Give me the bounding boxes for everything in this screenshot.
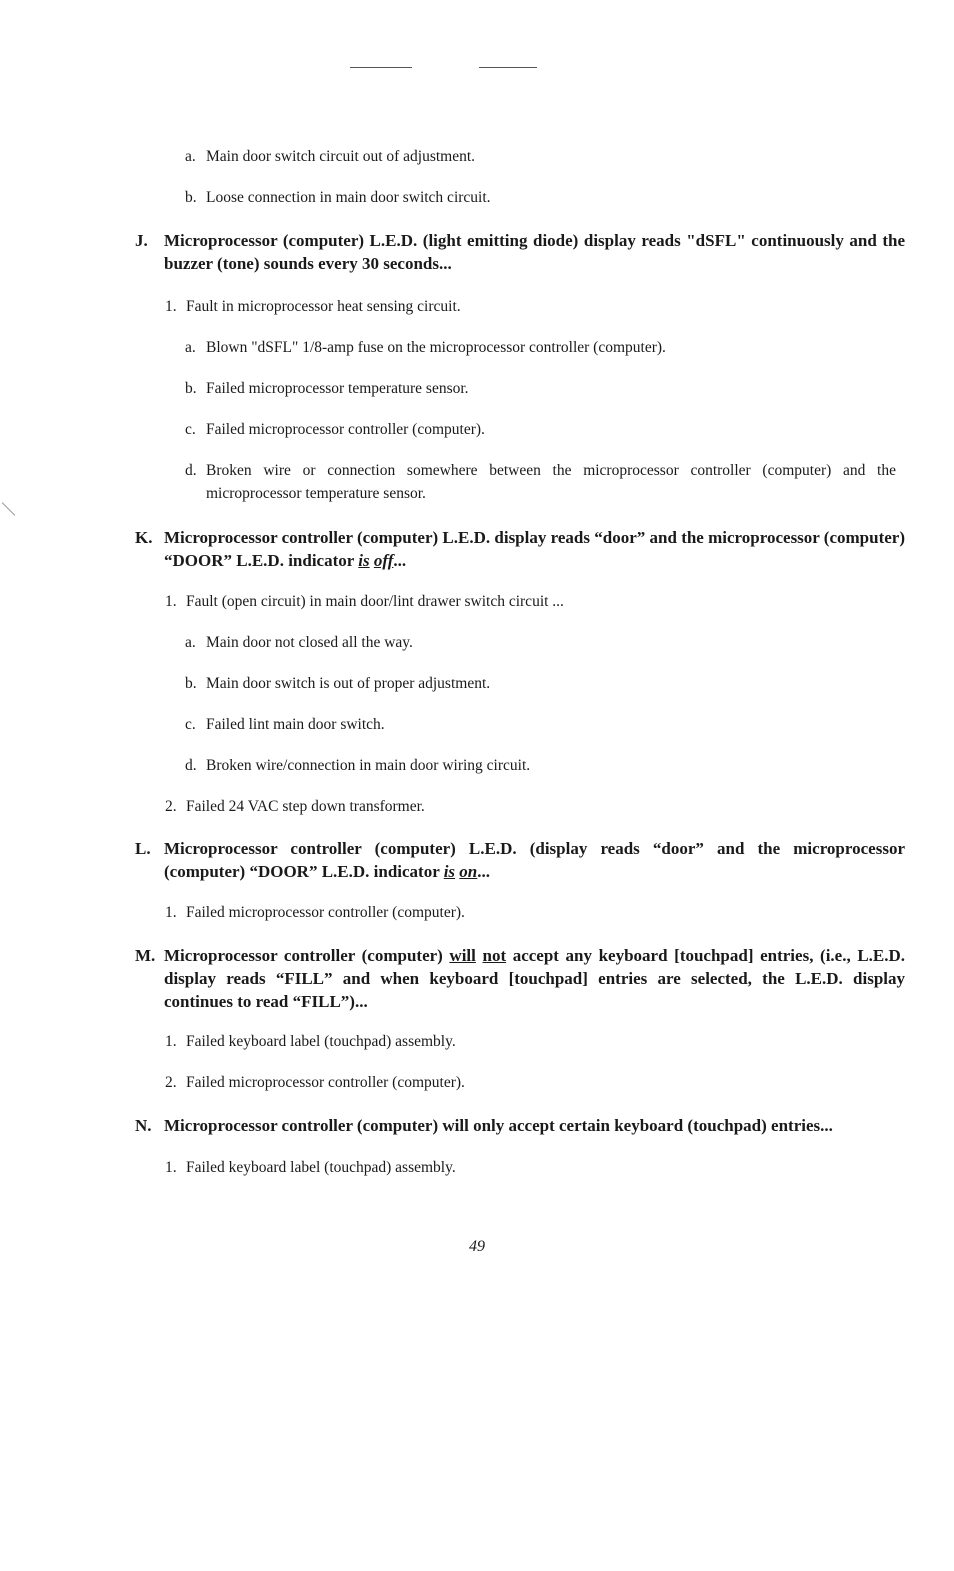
- section-letter: J.: [135, 231, 148, 250]
- section-letter: L.: [135, 839, 151, 858]
- emphasis-is: is: [358, 551, 370, 570]
- section-letter: N.: [135, 1116, 152, 1135]
- page-number: 49: [469, 1238, 485, 1255]
- item-marker: b.: [185, 189, 197, 206]
- header-rule-right: [479, 67, 537, 68]
- section-heading-m: [135, 944, 905, 1013]
- list-item: [165, 1071, 465, 1094]
- item-text: Blown "dSFL" 1/8-amp fuse on the microprocessor controller (computer).: [206, 339, 666, 356]
- item-text: Failed 24 VAC step down transformer.: [186, 798, 425, 815]
- list-item: [165, 1156, 456, 1179]
- list-item: [185, 672, 490, 695]
- item-marker: c.: [185, 421, 196, 438]
- emphasis-state: on: [459, 862, 478, 881]
- section-heading-n: [135, 1114, 905, 1137]
- item-marker: 2.: [165, 1074, 177, 1091]
- item-marker: b.: [185, 675, 197, 692]
- item-text: Failed microprocessor controller (computer).: [206, 421, 485, 438]
- item-marker: 1.: [165, 1033, 177, 1050]
- section-heading-text: Microprocessor controller (computer) will only accept certain keyboard (touchpad) entries...: [164, 1116, 833, 1135]
- list-item: [165, 795, 425, 818]
- item-text: Main door switch circuit out of adjustment.: [206, 148, 476, 165]
- list-item: [185, 713, 385, 736]
- item-text: Fault in microprocessor heat sensing circuit.: [186, 298, 461, 315]
- list-item: [185, 186, 491, 209]
- item-text: Broken wire or connection somewhere between the microprocessor controller (computer) and the microprocessor temperature sensor.: [206, 462, 896, 502]
- item-text: Fault (open circuit) in main door/lint drawer switch circuit ...: [186, 593, 564, 610]
- item-marker: 1.: [165, 1159, 177, 1176]
- section-heading-text: Microprocessor (computer) L.E.D. (light emitting diode) display reads "dSFL" continuously and the buzzer (tone) sounds every 30 seconds...: [164, 231, 905, 273]
- section-letter: K.: [135, 528, 153, 547]
- item-text: Main door not closed all the way.: [206, 634, 413, 651]
- list-item: [185, 336, 666, 359]
- item-text: Failed keyboard label (touchpad) assembly.: [186, 1033, 456, 1050]
- list-item: [165, 295, 461, 318]
- emphasis-state: off: [373, 551, 394, 570]
- item-marker: 2.: [165, 798, 177, 815]
- item-text: Loose connection in main door switch circuit.: [206, 189, 491, 206]
- list-item: [165, 1030, 456, 1053]
- item-text: Failed microprocessor temperature sensor.: [206, 380, 469, 397]
- section-heading-text: Microprocessor controller (computer) will not accept any keyboard [touchpad] entries, (i.e., L.E.D. display reads “FILL” and when keyboard [touchpad] entries are selected, the L.E.D. display continues to read “FILL”)...: [164, 946, 906, 1011]
- item-marker: d.: [185, 462, 197, 479]
- item-text: Broken wire/connection in main door wiring circuit.: [206, 757, 531, 774]
- emphasis-not: not: [482, 946, 507, 965]
- item-marker: a.: [185, 339, 196, 356]
- list-item: [185, 377, 469, 400]
- item-text: Failed keyboard label (touchpad) assembly.: [186, 1159, 456, 1176]
- section-heading-text: Microprocessor controller (computer) L.E.D. (display reads “door” and the microprocessor (computer) “DOOR” L.E.D. indicator is on...: [164, 839, 905, 881]
- section-heading-text: Microprocessor controller (computer) L.E.D. display reads “door” and the microprocessor (computer) “DOOR” L.E.D. indicator is off...: [164, 528, 905, 570]
- item-marker: c.: [185, 716, 196, 733]
- scan-edge-mark: [2, 502, 15, 515]
- item-text: Main door switch is out of proper adjustment.: [206, 675, 491, 692]
- item-marker: b.: [185, 380, 197, 397]
- item-text: Failed microprocessor controller (computer).: [186, 904, 465, 921]
- section-heading-k: [135, 526, 905, 572]
- list-item: [185, 418, 485, 441]
- list-item: [185, 459, 896, 505]
- section-heading-l: [135, 837, 905, 883]
- item-marker: d.: [185, 757, 197, 774]
- emphasis-is: is: [443, 862, 456, 881]
- section-letter: M.: [135, 946, 156, 965]
- item-marker: 1.: [165, 298, 177, 315]
- emphasis-will: will: [449, 946, 476, 965]
- item-text: Failed microprocessor controller (computer).: [186, 1074, 465, 1091]
- section-heading-j: [135, 229, 905, 275]
- item-marker: a.: [185, 634, 196, 651]
- item-marker: 1.: [165, 904, 177, 921]
- list-item: [185, 145, 475, 168]
- list-item: [185, 631, 413, 654]
- item-marker: a.: [185, 148, 196, 165]
- header-rule-left: [350, 67, 412, 68]
- item-text: Failed lint main door switch.: [206, 716, 385, 733]
- list-item: [165, 590, 564, 613]
- list-item: [165, 901, 465, 924]
- item-marker: 1.: [165, 593, 177, 610]
- list-item: [185, 754, 530, 777]
